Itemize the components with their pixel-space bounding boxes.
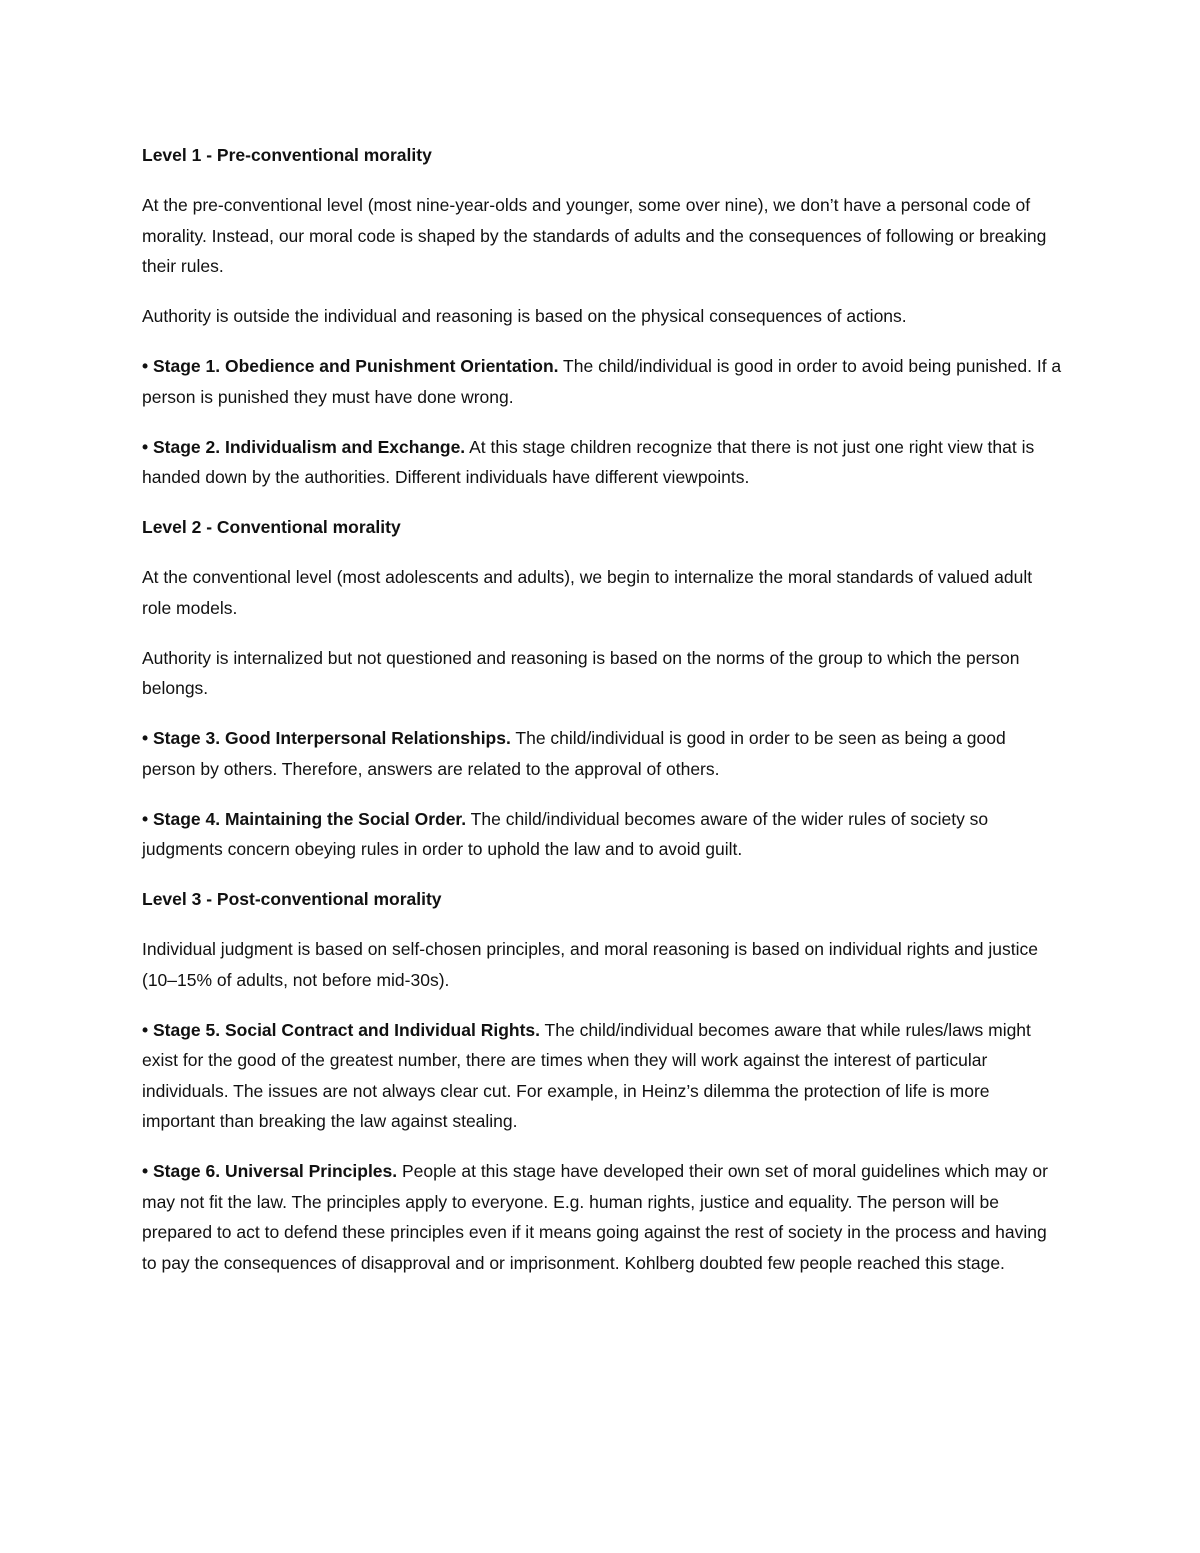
stage-2-title: Stage 2. Individualism and Exchange. xyxy=(153,436,466,457)
level-3-heading: Level 3 - Post-conventional morality xyxy=(142,889,442,909)
stage-6-paragraph xyxy=(142,1156,1062,1278)
stage-1-paragraph xyxy=(142,351,1062,412)
stage-3-text: The child/individual is good in order to be seen as being a good person by others. Therefore, answers are related to the approval of others. xyxy=(142,728,1006,779)
stage-5-bullet: • xyxy=(142,1019,153,1040)
stage-4-paragraph xyxy=(142,804,1062,865)
stage-5-text: The child/individual becomes aware that while rules/laws might exist for the good of the greatest number, there are times when they will work against the interest of particular individuals. The issues are not always clear cut. For example, in Heinz’s dilemma the protection of life is more important than breaking the law against stealing. xyxy=(142,1019,1031,1131)
level-1-intro: At the pre-conventional level (most nine-year-olds and younger, some over nine), we don’t have a personal code of morality. Instead, our moral code is shaped by the standards of adults and the consequences of following or breaking their rules. xyxy=(142,195,1047,276)
stage-3-title: Stage 3. Good Interpersonal Relationships. xyxy=(153,728,511,748)
stage-2-paragraph xyxy=(142,432,1062,493)
stage-1-bullet: • xyxy=(142,356,153,376)
stage-6-bullet: • xyxy=(142,1161,153,1181)
stage-3-bullet: • xyxy=(142,728,153,748)
stage-2-bullet: • xyxy=(142,436,153,457)
stage-6-text: People at this stage have developed their own set of moral guidelines which may or may not fit the law. The principles apply to everyone. E.g. human rights, justice and equality. The person will be prepared to act to defend these principles even if it means going against the rest of society in the process and having to pay the consequences of disapproval and or imprisonment. Kohlberg doubted few people reached this stage. xyxy=(142,1161,1048,1273)
stage-4-text: The child/individual becomes aware of the wider rules of society so judgments concern obeying rules in order to uphold the law and to avoid guilt. xyxy=(142,808,989,859)
stage-1-title: Stage 1. Obedience and Punishment Orientation. xyxy=(153,356,559,376)
level-2-heading: Level 2 - Conventional morality xyxy=(142,517,401,537)
stage-1-text: The child/individual is good in order to avoid being punished. If a person is punished they must have done wrong. xyxy=(142,356,1062,407)
stage-2-text: At this stage children recognize that there is not just one right view that is handed down by the authorities. Different individuals have different viewpoints. xyxy=(142,436,1035,487)
stage-4-title: Stage 4. Maintaining the Social Order. xyxy=(153,808,467,829)
stage-5-paragraph xyxy=(142,1015,1062,1137)
level-1-heading: Level 1 - Pre-conventional morality xyxy=(142,145,432,165)
document-page xyxy=(142,140,1062,1298)
stage-4-bullet: • xyxy=(142,808,153,829)
stage-5-title: Stage 5. Social Contract and Individual Rights. xyxy=(153,1019,541,1040)
level-2-intro: At the conventional level (most adolescents and adults), we begin to internalize the moral standards of valued adult role models. xyxy=(142,567,1033,618)
stage-3-paragraph xyxy=(142,723,1062,784)
level-2-authority: Authority is internalized but not questioned and reasoning is based on the norms of the group to which the person belongs. xyxy=(142,647,1020,698)
stage-6-title: Stage 6. Universal Principles. xyxy=(153,1161,398,1181)
level-3-intro: Individual judgment is based on self-chosen principles, and moral reasoning is based on individual rights and justice (10–15% of adults, not before mid-30s). xyxy=(142,939,1038,990)
level-1-authority: Authority is outside the individual and reasoning is based on the physical consequences of actions. xyxy=(142,306,907,326)
